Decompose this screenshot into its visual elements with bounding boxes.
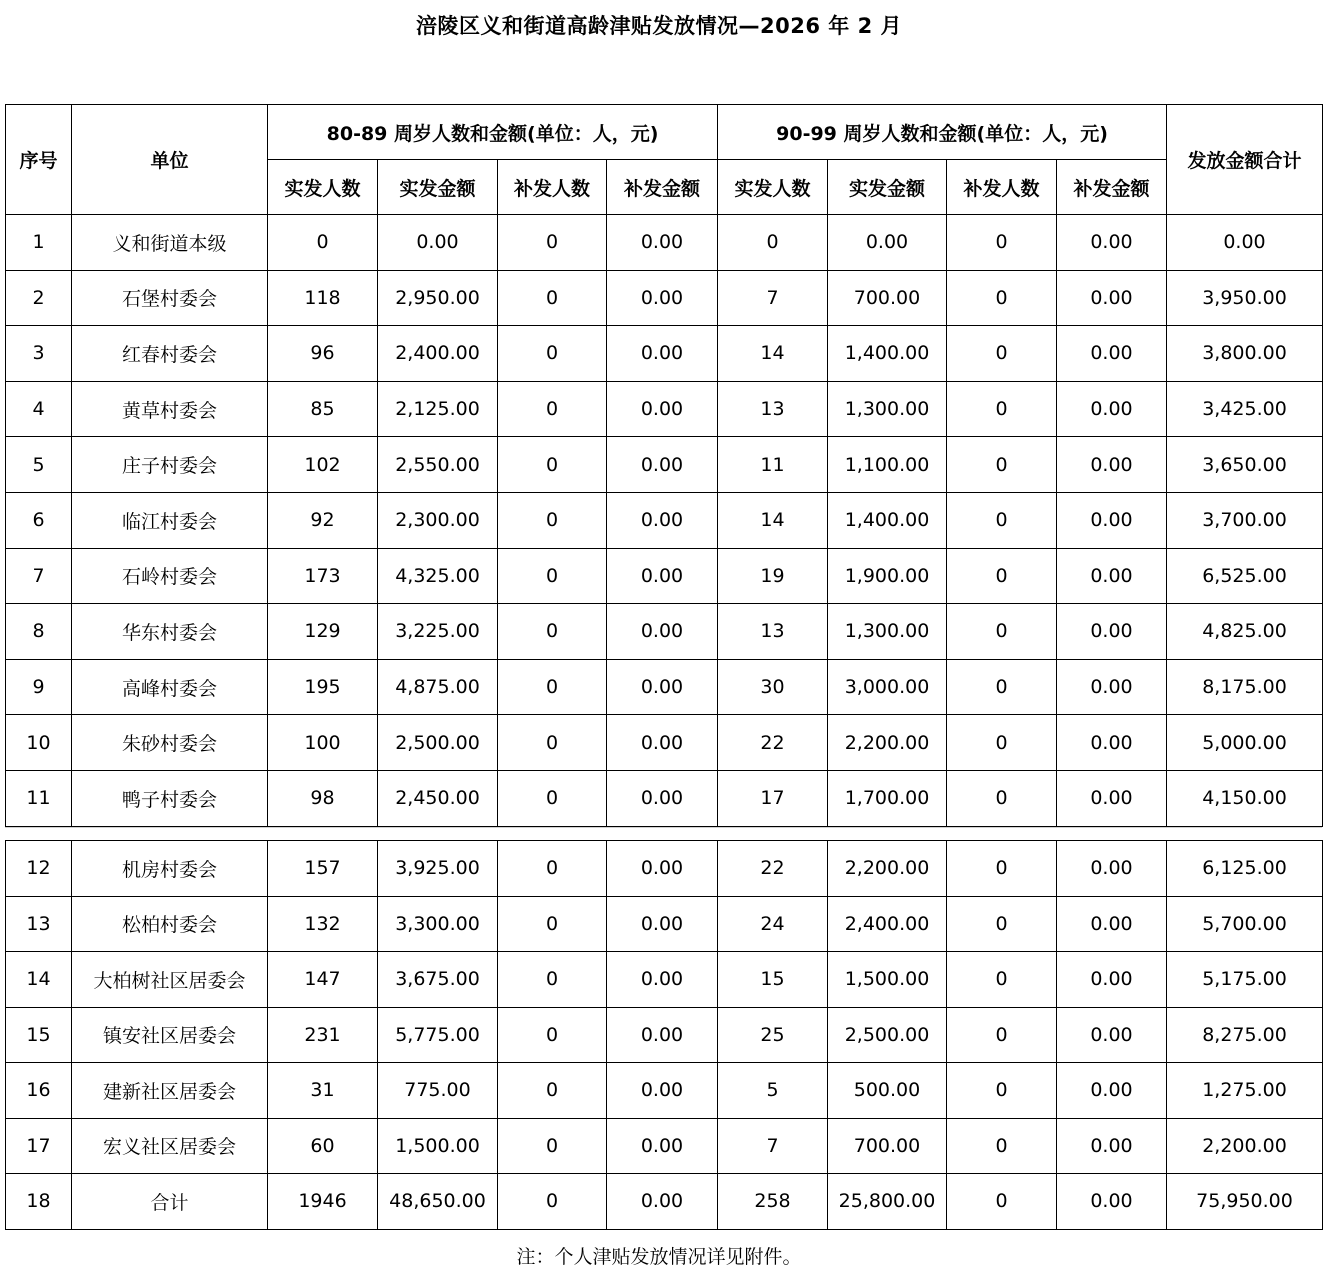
row-value-cell: 85 (268, 381, 378, 437)
row-value-cell: 0.00 (607, 770, 718, 826)
row-value-cell: 1,100.00 (828, 437, 947, 493)
row-value-cell: 0 (498, 715, 607, 771)
row-value-cell: 0.00 (828, 215, 947, 271)
row-value-cell: 0 (947, 1174, 1057, 1230)
row-value-cell: 4,825.00 (1167, 604, 1323, 660)
row-value-cell: 15 (718, 952, 828, 1008)
row-seq-cell: 2 (6, 270, 72, 326)
table-row (6, 492, 1323, 548)
header-sub: 实发人数 (718, 160, 828, 215)
row-seq-cell: 5 (6, 437, 72, 493)
row-value-cell: 173 (268, 548, 378, 604)
row-value-cell: 5,775.00 (378, 1007, 498, 1063)
row-value-cell: 0 (947, 437, 1057, 493)
row-seq-cell: 18 (6, 1174, 72, 1230)
row-value-cell: 1,500.00 (378, 1118, 498, 1174)
row-unit-cell: 松柏村委会 (72, 896, 268, 952)
row-value-cell: 2,500.00 (378, 715, 498, 771)
row-seq-cell: 1 (6, 215, 72, 271)
row-value-cell: 3,800.00 (1167, 326, 1323, 382)
row-value-cell: 2,400.00 (828, 896, 947, 952)
row-seq-cell: 16 (6, 1063, 72, 1119)
table-row (6, 770, 1323, 826)
header-group-90-99: 90-99 周岁人数和金额(单位：人，元) (718, 105, 1167, 160)
row-value-cell: 0 (498, 896, 607, 952)
row-value-cell: 0.00 (607, 1063, 718, 1119)
row-value-cell: 0.00 (607, 270, 718, 326)
table-row (6, 548, 1323, 604)
row-value-cell: 700.00 (828, 1118, 947, 1174)
row-seq-cell: 6 (6, 492, 72, 548)
header-sub: 补发人数 (498, 160, 607, 215)
row-unit-cell: 机房村委会 (72, 841, 268, 897)
row-seq-cell: 10 (6, 715, 72, 771)
row-value-cell: 25 (718, 1007, 828, 1063)
table-row (6, 326, 1323, 382)
table-row (6, 1118, 1323, 1174)
row-value-cell: 0.00 (1057, 1174, 1167, 1230)
row-value-cell: 0.00 (607, 604, 718, 660)
row-value-cell: 30 (718, 659, 828, 715)
page-break-gap (5, 827, 1322, 841)
row-value-cell: 700.00 (828, 270, 947, 326)
row-value-cell: 2,550.00 (378, 437, 498, 493)
row-value-cell: 0.00 (607, 492, 718, 548)
row-value-cell: 231 (268, 1007, 378, 1063)
row-value-cell: 0.00 (1057, 270, 1167, 326)
header-total: 发放金额合计 (1167, 105, 1323, 215)
row-value-cell: 0 (498, 492, 607, 548)
row-unit-cell: 红春村委会 (72, 326, 268, 382)
row-value-cell: 0.00 (378, 215, 498, 271)
row-value-cell: 0 (947, 770, 1057, 826)
row-value-cell: 0 (947, 548, 1057, 604)
row-value-cell: 0 (718, 215, 828, 271)
row-value-cell: 8,275.00 (1167, 1007, 1323, 1063)
row-value-cell: 0 (498, 659, 607, 715)
row-value-cell: 0.00 (607, 952, 718, 1008)
row-value-cell: 0 (947, 1063, 1057, 1119)
row-value-cell: 0 (498, 215, 607, 271)
row-value-cell: 14 (718, 326, 828, 382)
row-value-cell: 0 (947, 604, 1057, 660)
row-value-cell: 5 (718, 1063, 828, 1119)
row-value-cell: 0 (498, 1174, 607, 1230)
row-value-cell: 0 (498, 1118, 607, 1174)
row-value-cell: 0.00 (607, 1118, 718, 1174)
table-row (6, 659, 1323, 715)
row-value-cell: 0.00 (607, 841, 718, 897)
row-value-cell: 0 (498, 1007, 607, 1063)
row-value-cell: 3,925.00 (378, 841, 498, 897)
row-value-cell: 0 (498, 952, 607, 1008)
allowance-table-part2 (5, 840, 1323, 1230)
row-value-cell: 0 (498, 437, 607, 493)
table-row (6, 270, 1323, 326)
row-seq-cell: 9 (6, 659, 72, 715)
row-value-cell: 1,400.00 (828, 492, 947, 548)
row-value-cell: 100 (268, 715, 378, 771)
row-unit-cell: 合计 (72, 1174, 268, 1230)
row-value-cell: 13 (718, 604, 828, 660)
row-value-cell: 0.00 (607, 215, 718, 271)
row-value-cell: 96 (268, 326, 378, 382)
row-unit-cell: 石岭村委会 (72, 548, 268, 604)
row-value-cell: 2,500.00 (828, 1007, 947, 1063)
row-unit-cell: 镇安社区居委会 (72, 1007, 268, 1063)
row-value-cell: 0.00 (607, 1174, 718, 1230)
row-value-cell: 0.00 (1057, 715, 1167, 771)
row-value-cell: 60 (268, 1118, 378, 1174)
header-sub: 补发金额 (1057, 160, 1167, 215)
row-value-cell: 0.00 (607, 659, 718, 715)
row-value-cell: 1,700.00 (828, 770, 947, 826)
row-value-cell: 14 (718, 492, 828, 548)
row-value-cell: 0.00 (1057, 952, 1167, 1008)
row-value-cell: 3,650.00 (1167, 437, 1323, 493)
header-sub: 补发人数 (947, 160, 1057, 215)
row-value-cell: 0.00 (1057, 492, 1167, 548)
row-seq-cell: 4 (6, 381, 72, 437)
row-value-cell: 3,225.00 (378, 604, 498, 660)
row-value-cell: 0.00 (607, 381, 718, 437)
row-value-cell: 0 (498, 770, 607, 826)
row-unit-cell: 建新社区居委会 (72, 1063, 268, 1119)
row-value-cell: 0.00 (607, 326, 718, 382)
table-row (6, 1063, 1323, 1119)
row-value-cell: 0.00 (1057, 1063, 1167, 1119)
row-value-cell: 0.00 (1057, 604, 1167, 660)
row-unit-cell: 庄子村委会 (72, 437, 268, 493)
row-seq-cell: 8 (6, 604, 72, 660)
row-value-cell: 5,175.00 (1167, 952, 1323, 1008)
row-value-cell: 2,400.00 (378, 326, 498, 382)
header-group-80-89: 80-89 周岁人数和金额(单位：人，元) (268, 105, 718, 160)
row-seq-cell: 11 (6, 770, 72, 826)
table-row (6, 381, 1323, 437)
row-unit-cell: 石堡村委会 (72, 270, 268, 326)
row-value-cell: 2,125.00 (378, 381, 498, 437)
row-value-cell: 31 (268, 1063, 378, 1119)
row-value-cell: 13 (718, 381, 828, 437)
row-unit-cell: 鸭子村委会 (72, 770, 268, 826)
row-value-cell: 0 (498, 1063, 607, 1119)
row-value-cell: 0 (498, 548, 607, 604)
table-row (6, 437, 1323, 493)
row-value-cell: 0 (947, 326, 1057, 382)
row-value-cell: 0.00 (1057, 896, 1167, 952)
row-unit-cell: 华东村委会 (72, 604, 268, 660)
row-value-cell: 4,150.00 (1167, 770, 1323, 826)
row-value-cell: 0 (268, 215, 378, 271)
row-value-cell: 11 (718, 437, 828, 493)
row-value-cell: 0.00 (1057, 215, 1167, 271)
row-value-cell: 0 (947, 841, 1057, 897)
row-value-cell: 1,900.00 (828, 548, 947, 604)
row-value-cell: 0.00 (1057, 437, 1167, 493)
row-unit-cell: 临江村委会 (72, 492, 268, 548)
header-sub: 补发金额 (607, 160, 718, 215)
row-unit-cell: 高峰村委会 (72, 659, 268, 715)
table-row (6, 604, 1323, 660)
row-value-cell: 1,300.00 (828, 604, 947, 660)
row-value-cell: 0.00 (1057, 770, 1167, 826)
row-value-cell: 2,950.00 (378, 270, 498, 326)
row-unit-cell: 朱砂村委会 (72, 715, 268, 771)
row-value-cell: 0.00 (1057, 381, 1167, 437)
header-sub: 实发金额 (378, 160, 498, 215)
row-seq-cell: 12 (6, 841, 72, 897)
table-row (6, 1007, 1323, 1063)
row-value-cell: 775.00 (378, 1063, 498, 1119)
row-value-cell: 2,200.00 (828, 841, 947, 897)
row-value-cell: 0 (947, 1118, 1057, 1174)
row-value-cell: 48,650.00 (378, 1174, 498, 1230)
row-value-cell: 92 (268, 492, 378, 548)
row-value-cell: 0.00 (1057, 841, 1167, 897)
row-value-cell: 3,000.00 (828, 659, 947, 715)
row-value-cell: 4,325.00 (378, 548, 498, 604)
row-value-cell: 0 (947, 381, 1057, 437)
row-value-cell: 17 (718, 770, 828, 826)
row-value-cell: 0.00 (1057, 659, 1167, 715)
row-value-cell: 0 (947, 215, 1057, 271)
footnote: 注：个人津贴发放情况详见附件。 (516, 1246, 802, 1268)
row-value-cell: 0.00 (1057, 1118, 1167, 1174)
row-value-cell: 0.00 (607, 437, 718, 493)
row-value-cell: 2,450.00 (378, 770, 498, 826)
row-value-cell: 5,700.00 (1167, 896, 1323, 952)
row-value-cell: 118 (268, 270, 378, 326)
row-value-cell: 3,300.00 (378, 896, 498, 952)
row-value-cell: 0.00 (607, 548, 718, 604)
row-value-cell: 1,275.00 (1167, 1063, 1323, 1119)
page-title: 涪陵区义和街道高龄津贴发放情况—2026 年 2 月 (416, 14, 902, 38)
row-value-cell: 1946 (268, 1174, 378, 1230)
row-unit-cell: 义和街道本级 (72, 215, 268, 271)
row-value-cell: 8,175.00 (1167, 659, 1323, 715)
header-unit: 单位 (72, 105, 268, 215)
row-value-cell: 500.00 (828, 1063, 947, 1119)
row-value-cell: 0 (947, 270, 1057, 326)
row-value-cell: 22 (718, 715, 828, 771)
allowance-table-part1 (5, 104, 1323, 827)
row-value-cell: 0 (947, 715, 1057, 771)
header-sub: 实发人数 (268, 160, 378, 215)
row-value-cell: 0.00 (1057, 326, 1167, 382)
row-seq-cell: 14 (6, 952, 72, 1008)
row-value-cell: 0.00 (1167, 215, 1323, 271)
row-value-cell: 0 (498, 326, 607, 382)
row-value-cell: 7 (718, 1118, 828, 1174)
row-value-cell: 6,125.00 (1167, 841, 1323, 897)
table-row (6, 952, 1323, 1008)
row-value-cell: 3,425.00 (1167, 381, 1323, 437)
row-value-cell: 0.00 (1057, 1007, 1167, 1063)
row-value-cell: 19 (718, 548, 828, 604)
row-value-cell: 0 (947, 1007, 1057, 1063)
row-value-cell: 0 (498, 841, 607, 897)
row-value-cell: 3,675.00 (378, 952, 498, 1008)
row-value-cell: 0 (947, 952, 1057, 1008)
row-value-cell: 129 (268, 604, 378, 660)
row-value-cell: 157 (268, 841, 378, 897)
row-value-cell: 1,300.00 (828, 381, 947, 437)
row-value-cell: 0 (947, 659, 1057, 715)
table-row (6, 215, 1323, 271)
row-value-cell: 22 (718, 841, 828, 897)
row-seq-cell: 13 (6, 896, 72, 952)
table-row (6, 715, 1323, 771)
row-value-cell: 0 (498, 381, 607, 437)
row-value-cell: 2,300.00 (378, 492, 498, 548)
row-value-cell: 0.00 (607, 896, 718, 952)
row-value-cell: 1,500.00 (828, 952, 947, 1008)
row-value-cell: 0.00 (607, 1007, 718, 1063)
row-unit-cell: 宏义社区居委会 (72, 1118, 268, 1174)
table-row (6, 896, 1323, 952)
row-value-cell: 6,525.00 (1167, 548, 1323, 604)
row-value-cell: 7 (718, 270, 828, 326)
row-value-cell: 102 (268, 437, 378, 493)
row-value-cell: 3,950.00 (1167, 270, 1323, 326)
table-row (6, 1174, 1323, 1230)
row-value-cell: 0 (498, 270, 607, 326)
row-value-cell: 1,400.00 (828, 326, 947, 382)
row-value-cell: 0 (947, 492, 1057, 548)
row-value-cell: 147 (268, 952, 378, 1008)
row-seq-cell: 7 (6, 548, 72, 604)
row-value-cell: 4,875.00 (378, 659, 498, 715)
row-value-cell: 0.00 (1057, 548, 1167, 604)
row-value-cell: 2,200.00 (1167, 1118, 1323, 1174)
row-seq-cell: 17 (6, 1118, 72, 1174)
row-value-cell: 0 (498, 604, 607, 660)
row-value-cell: 5,000.00 (1167, 715, 1323, 771)
row-value-cell: 25,800.00 (828, 1174, 947, 1230)
row-value-cell: 2,200.00 (828, 715, 947, 771)
row-seq-cell: 3 (6, 326, 72, 382)
row-value-cell: 0.00 (607, 715, 718, 771)
row-value-cell: 24 (718, 896, 828, 952)
row-value-cell: 195 (268, 659, 378, 715)
header-seq: 序号 (6, 105, 72, 215)
row-seq-cell: 15 (6, 1007, 72, 1063)
row-value-cell: 0 (947, 896, 1057, 952)
row-value-cell: 98 (268, 770, 378, 826)
table-row (6, 841, 1323, 897)
row-value-cell: 132 (268, 896, 378, 952)
row-unit-cell: 黄草村委会 (72, 381, 268, 437)
row-value-cell: 3,700.00 (1167, 492, 1323, 548)
row-value-cell: 258 (718, 1174, 828, 1230)
row-unit-cell: 大柏树社区居委会 (72, 952, 268, 1008)
row-value-cell: 75,950.00 (1167, 1174, 1323, 1230)
header-sub: 实发金额 (828, 160, 947, 215)
